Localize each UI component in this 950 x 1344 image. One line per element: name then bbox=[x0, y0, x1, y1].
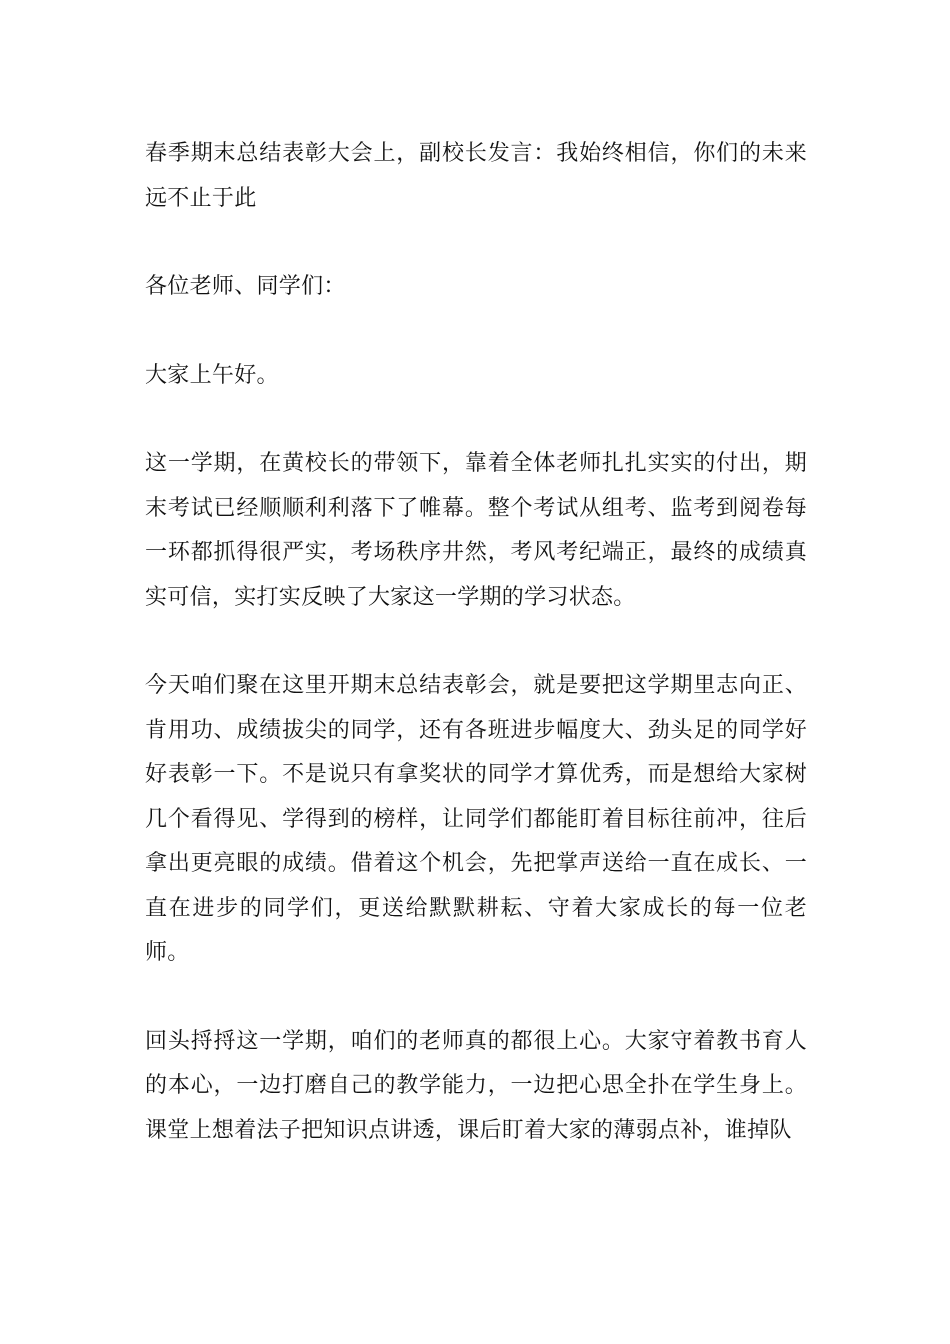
document-body bbox=[145, 132, 807, 1197]
salutation: 各位老师、同学们： bbox=[145, 274, 346, 299]
document-title: 春季期末总结表彰大会上，副校长发言：我始终相信，你们的未来远不止于此 bbox=[145, 141, 807, 211]
paragraph: 回头捋捋这一学期，咱们的老师真的都很上心。大家守着教书育人的本心，一边打磨自己的教学能力，一边把心思全扑在学生身上。课堂上想着法子把知识点讲透，课后盯着大家的薄弱点补，谁掉队 bbox=[145, 1028, 807, 1143]
paragraph: 这一学期，在黄校长的带领下，靠着全体老师扎扎实实的付出，期末考试已经顺顺利利落下了帷幕。整个考试从组考、监考到阅卷每一环都抓得很严实，考场秩序井然，考风考纪端正，最终的成绩真实可信，实打实反映了大家这一学期的学习状态。 bbox=[145, 451, 807, 610]
greeting: 大家上午好。 bbox=[145, 362, 279, 388]
paragraph: 今天咱们聚在这里开期末总结表彰会，就是要把这学期里志向正、肯用功、成绩拔尖的同学，还有各班进步幅度大、劲头足的同学好好表彰一下。不是说只有拿奖状的同学才算优秀，而是想给大家树几个看得见、学得到的榜样，让同学们都能盯着目标往前冲，往后拿出更亮眼的成绩。借着这个机会，先把掌声送给一直在成长、一直在进步的同学们，更送给默默耕耘、守着大家成长的每一位老师。 bbox=[145, 673, 807, 965]
